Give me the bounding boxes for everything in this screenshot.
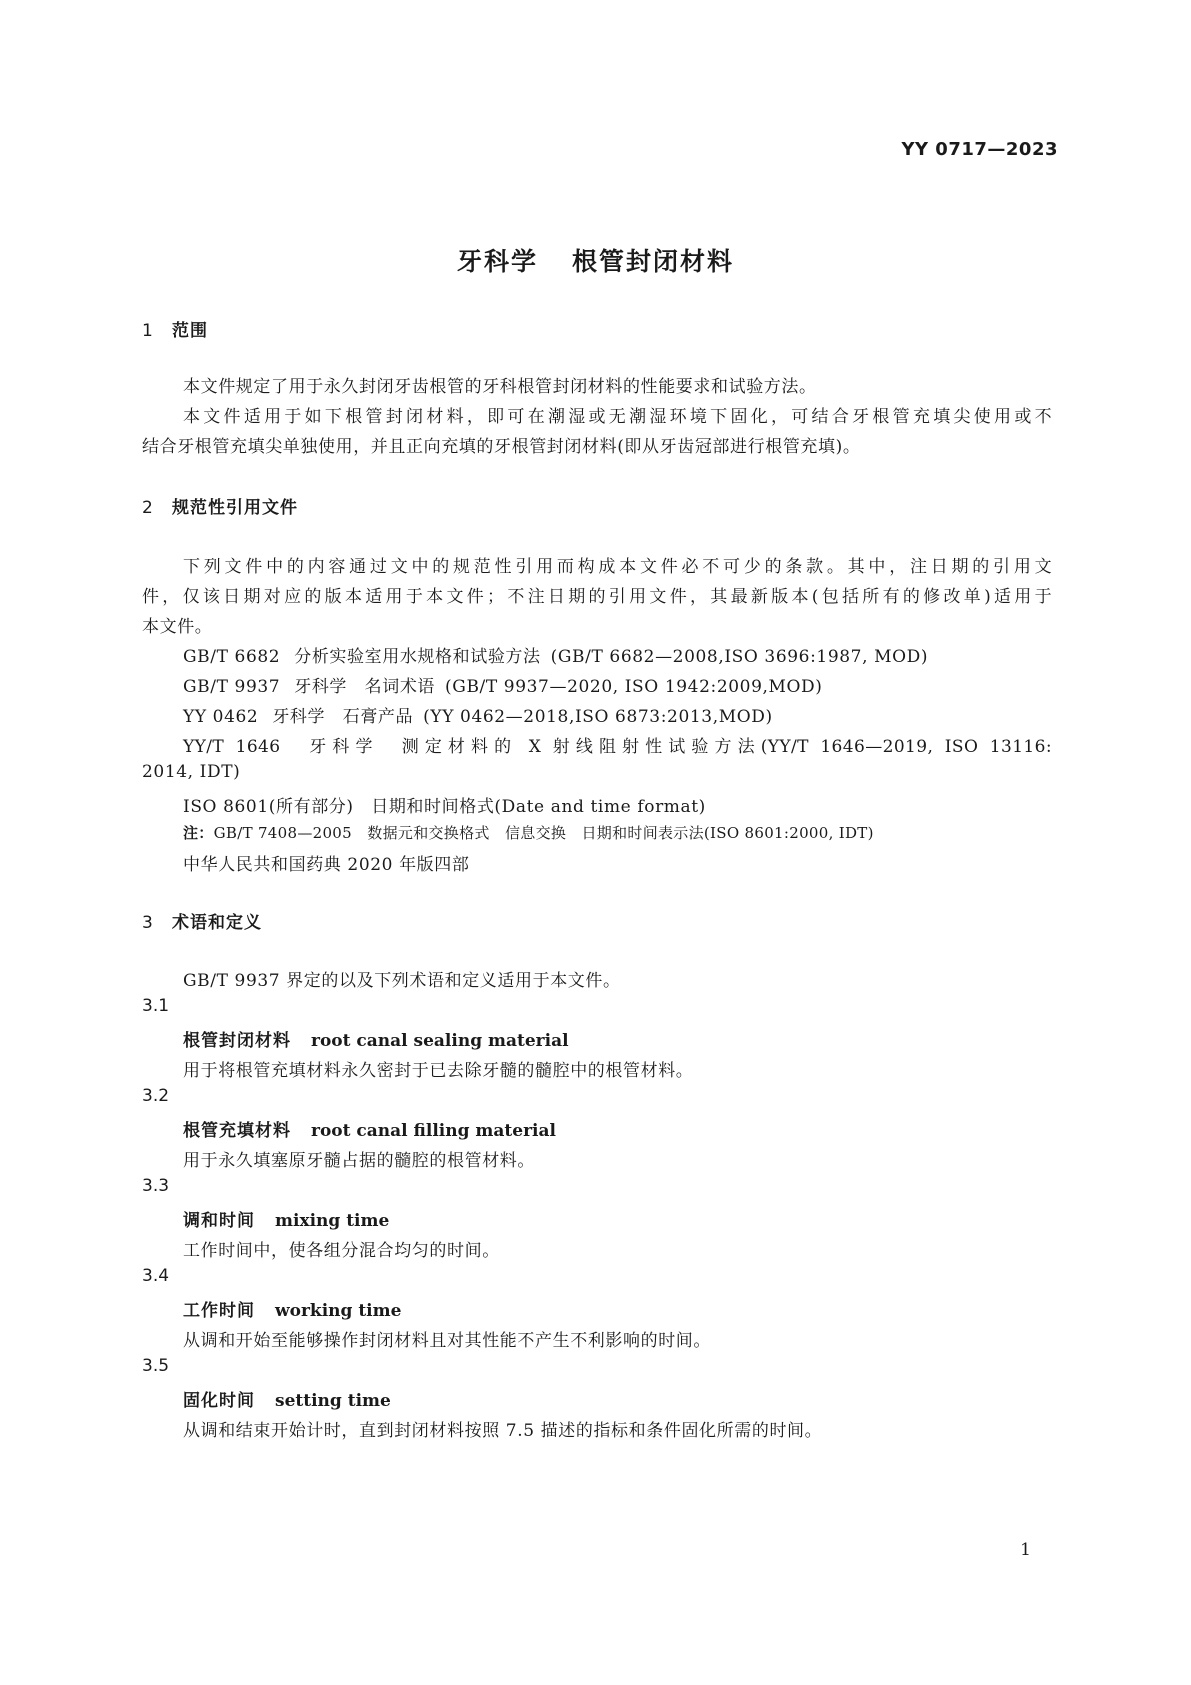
reference-item <box>183 672 823 697</box>
term-chinese: 根管充填材料 <box>183 1121 291 1141</box>
section-2-intro-line-2: 件，仅该日期对应的版本适用于本文件；不注日期的引用文件，其最新版本(包括所有的修改单)适用于 <box>142 587 1052 607</box>
term-number: 3.3 <box>142 1176 170 1196</box>
reference-title: 牙科学 石膏产品 <box>272 707 414 727</box>
term-chinese: 调和时间 <box>183 1211 255 1231</box>
term-definition: 用于将根管充填材料永久密封于已去除牙髓的髓腔中的根管材料。 <box>183 1061 694 1081</box>
term-heading <box>183 1206 389 1231</box>
section-1-paragraph-2-line-1: 本文件适用于如下根管封闭材料，即可在潮湿或无潮湿环境下固化，可结合牙根管充填尖使用或不 <box>183 407 1052 427</box>
section-number: 1 <box>142 321 154 341</box>
section-title: 范围 <box>172 321 208 341</box>
reference-detail: (YY 0462—2018,ISO 6873:2013,MOD) <box>423 707 773 727</box>
section-1-paragraph-1: 本文件规定了用于永久封闭牙齿根管的牙科根管封闭材料的性能要求和试验方法。 <box>183 377 817 397</box>
term-number: 3.4 <box>142 1266 170 1286</box>
reference-item <box>183 702 773 727</box>
section-2-intro-line-3: 本文件。 <box>142 617 213 637</box>
reference-detail: (GB/T 6682—2008,ISO 3696:1987, MOD) <box>550 647 929 667</box>
reference-detail: (GB/T 9937—2020, ISO 1942:2009,MOD) <box>445 677 823 697</box>
reference-item-line-1: YY/T 1646 牙科学 测定材料的 X 射线阻射性试验方法(YY/T 1646—2019, ISO 13116: <box>183 737 1052 757</box>
term-heading <box>183 1386 391 1411</box>
reference-title: 分析实验室用水规格和试验方法 <box>294 647 541 667</box>
section-1-paragraph-2-line-2: 结合牙根管充填尖单独使用，并且正向充填的牙根管封闭材料(即从牙齿冠部进行根管充填)。 <box>142 437 861 457</box>
term-heading <box>183 1026 569 1051</box>
reference-code: GB/T 6682 <box>183 647 281 667</box>
term-english: mixing time <box>275 1211 390 1231</box>
term-number: 3.2 <box>142 1086 170 1106</box>
section-title: 规范性引用文件 <box>172 498 298 518</box>
document-code: YY 0717—2023 <box>901 139 1058 160</box>
term-definition: 工作时间中，使各组分混合均匀的时间。 <box>183 1241 500 1261</box>
term-english: working time <box>275 1301 402 1321</box>
reference-title: 牙科学 名词术语 <box>294 677 436 697</box>
term-heading <box>183 1296 401 1321</box>
page-number: 1 <box>1020 1540 1031 1560</box>
reference-code: GB/T 9937 <box>183 677 281 697</box>
section-2-intro-line-1: 下列文件中的内容通过文中的规范性引用而构成本文件必不可少的条款。其中，注日期的引用文 <box>183 557 1052 577</box>
note-text: GB/T 7408—2005 数据元和交换格式 信息交换 日期和时间表示法(ISO 8601:2000, IDT) <box>213 824 874 842</box>
term-definition: 从调和结束开始计时，直到封闭材料按照 7.5 描述的指标和条件固化所需的时间。 <box>183 1421 823 1441</box>
title-part-2: 根管封闭材料 <box>572 247 735 276</box>
term-english: setting time <box>275 1391 391 1411</box>
term-definition: 从调和开始至能够操作封闭材料且对其性能不产生不利影响的时间。 <box>183 1331 711 1351</box>
term-chinese: 根管封闭材料 <box>183 1031 291 1051</box>
section-number: 2 <box>142 498 154 518</box>
section-3-intro: GB/T 9937 界定的以及下列术语和定义适用于本文件。 <box>183 971 621 991</box>
note-label: 注： <box>183 824 214 842</box>
reference-item: ISO 8601(所有部分) 日期和时间格式(Date and time format) <box>183 797 706 817</box>
page-title <box>0 242 1191 278</box>
term-english: root canal filling material <box>311 1121 556 1141</box>
section-title: 术语和定义 <box>172 913 262 933</box>
reference-code: YY 0462 <box>183 707 259 727</box>
term-english: root canal sealing material <box>311 1031 569 1051</box>
title-part-1: 牙科学 <box>456 247 538 276</box>
term-heading <box>183 1116 556 1141</box>
section-2-heading <box>142 493 298 518</box>
reference-note <box>183 822 874 843</box>
term-number: 3.1 <box>142 996 170 1016</box>
reference-item <box>183 642 928 667</box>
section-3-heading <box>142 908 262 933</box>
term-chinese: 固化时间 <box>183 1391 255 1411</box>
section-1-heading <box>142 316 208 341</box>
reference-item-line-2: 2014, IDT) <box>142 762 241 782</box>
term-number: 3.5 <box>142 1356 170 1376</box>
term-definition: 用于永久填塞原牙髓占据的髓腔的根管材料。 <box>183 1151 535 1171</box>
reference-item: 中华人民共和国药典 2020 年版四部 <box>183 855 470 875</box>
term-chinese: 工作时间 <box>183 1301 255 1321</box>
section-number: 3 <box>142 913 154 933</box>
